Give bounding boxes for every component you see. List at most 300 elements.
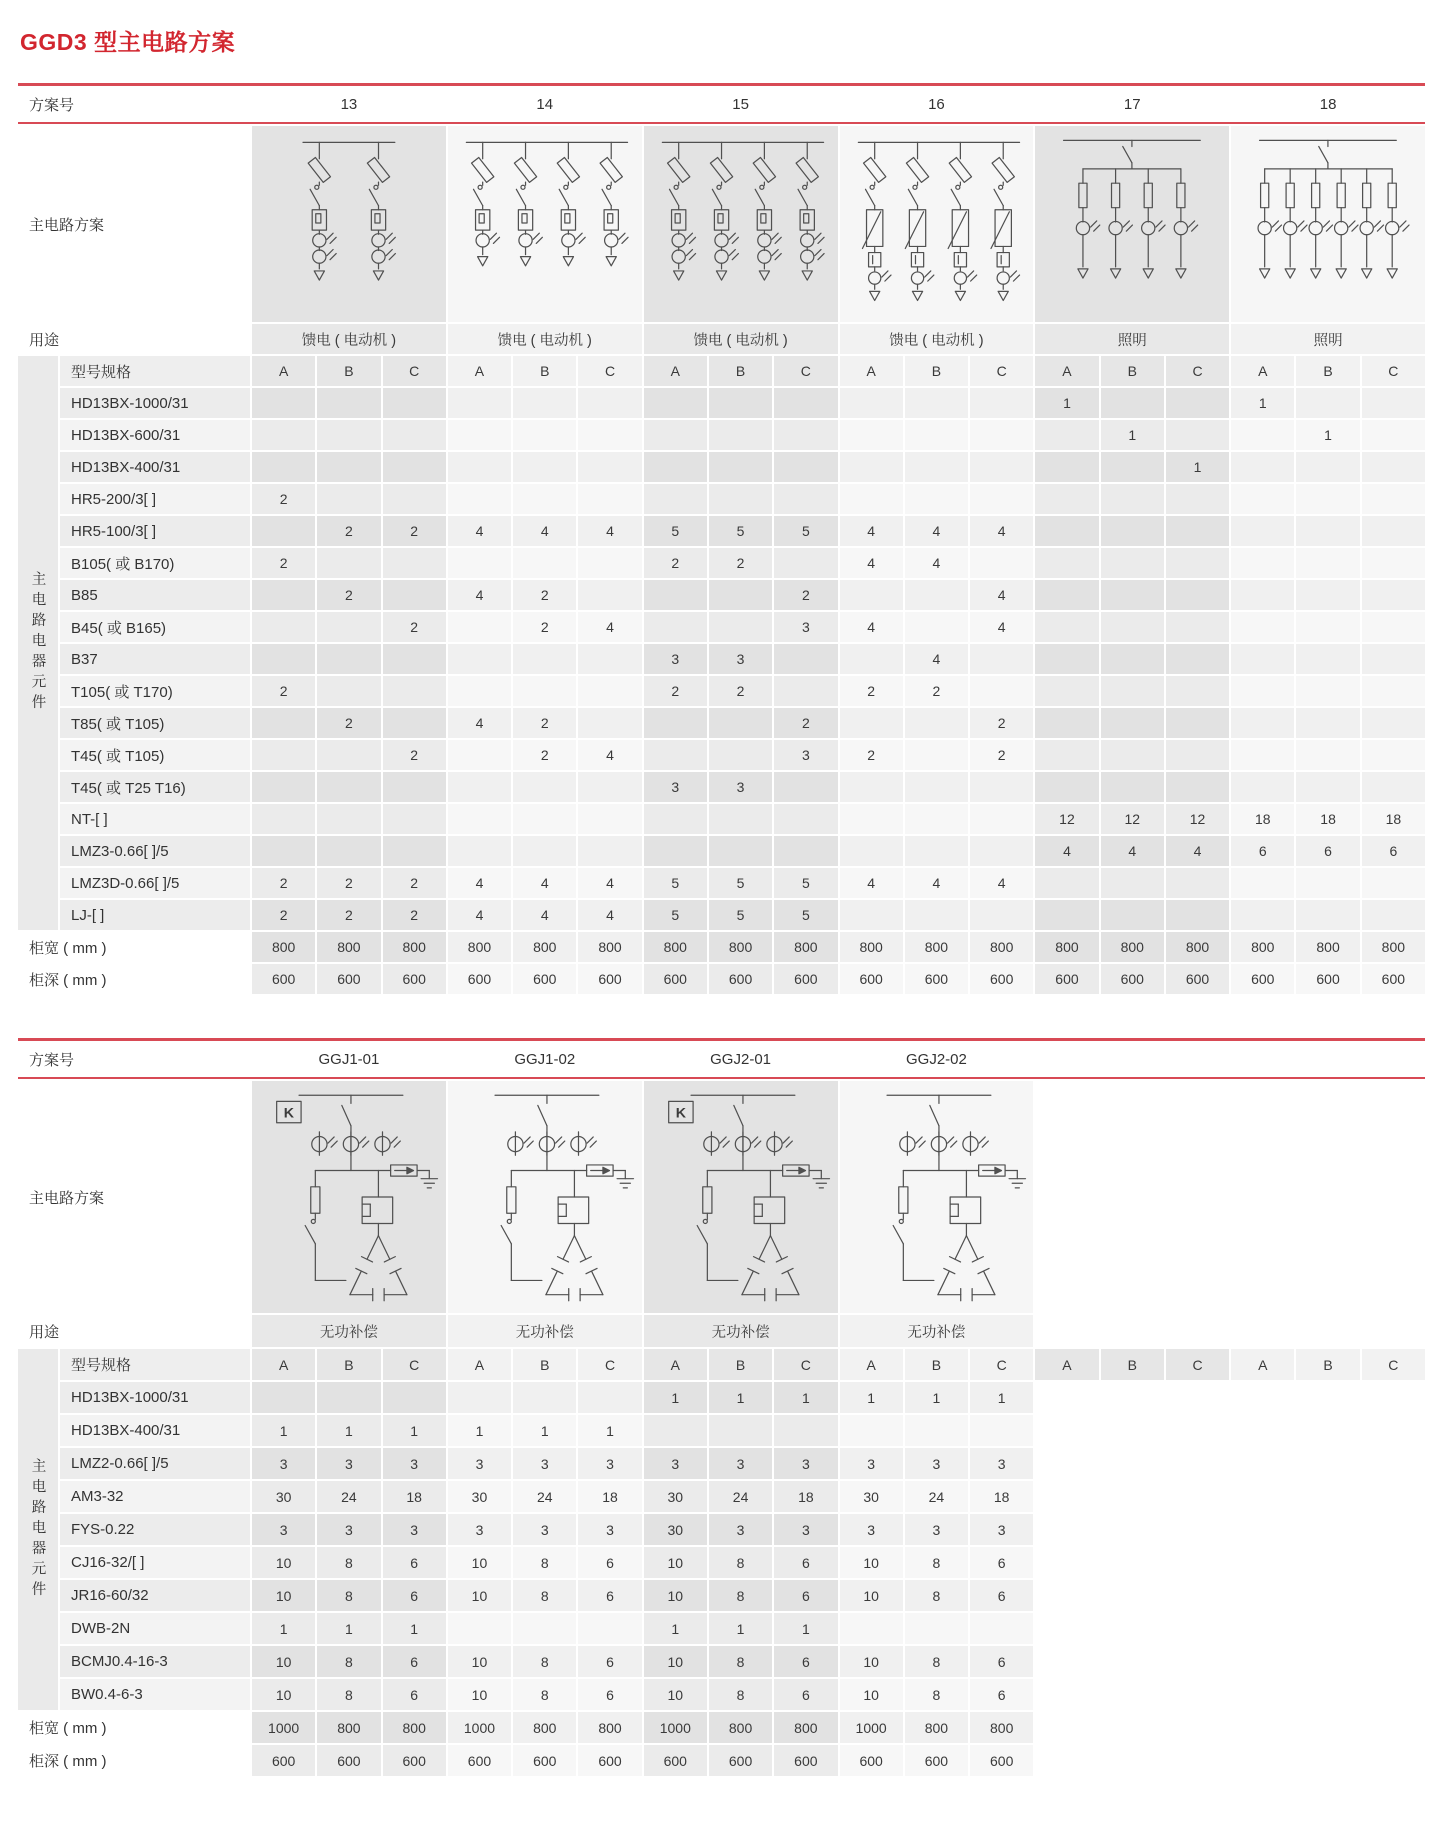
value-cell: 4 (448, 900, 511, 930)
value-cell: 4 (513, 868, 576, 898)
value-cell: 600 (1101, 964, 1164, 994)
value-cell (1035, 580, 1098, 610)
value-cell: 8 (905, 1679, 968, 1710)
value-cell: 10 (448, 1580, 511, 1611)
value-cell: 10 (252, 1646, 315, 1677)
value-cell: 3 (383, 1514, 446, 1545)
value-cell (513, 548, 576, 578)
value-cell (383, 388, 446, 418)
value-cell: 600 (970, 964, 1033, 994)
value-cell (448, 676, 511, 706)
value-cell (644, 388, 707, 418)
subcol-header: B (905, 356, 968, 386)
value-cell (644, 804, 707, 834)
value-cell: 600 (513, 964, 576, 994)
value-cell (1362, 516, 1425, 546)
value-cell: 5 (709, 868, 772, 898)
value-cell (1035, 548, 1098, 578)
value-cell: 600 (1231, 964, 1294, 994)
value-cell: 5 (644, 868, 707, 898)
subcol-header: B (513, 356, 576, 386)
value-cell: 800 (709, 1712, 772, 1743)
value-cell: 18 (578, 1481, 641, 1512)
value-cell: 600 (644, 964, 707, 994)
components-vertical-label: 主电路电器元件 (18, 1349, 58, 1710)
value-cell (1231, 772, 1294, 802)
value-cell (578, 708, 641, 738)
value-cell: 4 (840, 516, 903, 546)
value-cell: 3 (840, 1448, 903, 1479)
value-cell (383, 548, 446, 578)
value-cell: 3 (970, 1448, 1033, 1479)
value-cell (383, 452, 446, 482)
value-cell (644, 836, 707, 866)
value-cell: 10 (448, 1547, 511, 1578)
value-cell (578, 836, 641, 866)
value-cell (1362, 1712, 1425, 1743)
value-cell: 10 (840, 1679, 903, 1710)
value-cell: 5 (644, 516, 707, 546)
value-cell (644, 612, 707, 642)
value-cell (1166, 708, 1229, 738)
scheme-number: 14 (448, 86, 642, 122)
value-cell (1035, 452, 1098, 482)
value-cell: 600 (578, 1745, 641, 1776)
value-cell (1231, 1580, 1294, 1611)
value-cell: 600 (252, 1745, 315, 1776)
value-cell: 4 (513, 900, 576, 930)
value-cell (774, 836, 837, 866)
component-row-label: FYS-0.22 (60, 1514, 250, 1545)
value-cell (513, 836, 576, 866)
value-cell: 800 (644, 932, 707, 962)
value-cell: 600 (709, 964, 772, 994)
value-cell (1101, 388, 1164, 418)
value-cell: 3 (905, 1448, 968, 1479)
subcol-header: A (644, 356, 707, 386)
value-cell: 8 (317, 1547, 380, 1578)
subcol-header: C (1362, 1349, 1425, 1380)
value-cell (448, 420, 511, 450)
subcol-header: B (1101, 1349, 1164, 1380)
value-cell: 1 (448, 1415, 511, 1446)
value-cell: 18 (774, 1481, 837, 1512)
subcol-header: B (709, 356, 772, 386)
value-cell (1296, 1481, 1359, 1512)
value-cell (513, 1613, 576, 1644)
value-cell (1035, 612, 1098, 642)
value-cell (1035, 772, 1098, 802)
value-cell (1101, 1580, 1164, 1611)
value-cell (840, 772, 903, 802)
value-cell (1166, 772, 1229, 802)
value-cell: 2 (644, 676, 707, 706)
value-cell (1362, 1415, 1425, 1446)
scheme-number: 18 (1231, 86, 1425, 122)
subcol-header: C (774, 356, 837, 386)
subcol-header: B (513, 1349, 576, 1380)
value-cell: 2 (317, 868, 380, 898)
value-cell (905, 420, 968, 450)
value-cell (1101, 900, 1164, 930)
value-cell: 5 (774, 900, 837, 930)
value-cell (1231, 644, 1294, 674)
value-cell (644, 740, 707, 770)
subcol-header: C (1166, 1349, 1229, 1380)
value-cell: 10 (840, 1547, 903, 1578)
value-cell: 2 (252, 484, 315, 514)
value-cell: 600 (970, 1745, 1033, 1776)
value-cell: 800 (1166, 932, 1229, 962)
value-cell: 1 (317, 1415, 380, 1446)
value-cell (383, 484, 446, 514)
value-cell (905, 1613, 968, 1644)
value-cell (448, 740, 511, 770)
value-cell (1231, 548, 1294, 578)
value-cell: 6 (578, 1679, 641, 1710)
value-cell (1231, 452, 1294, 482)
value-cell: 6 (578, 1547, 641, 1578)
value-cell: 1 (970, 1382, 1033, 1413)
scheme-number: 15 (644, 86, 838, 122)
value-cell: 4 (578, 516, 641, 546)
value-cell (1362, 740, 1425, 770)
value-cell (905, 484, 968, 514)
value-cell (1101, 1712, 1164, 1743)
value-cell (1296, 452, 1359, 482)
value-cell (1362, 1613, 1425, 1644)
value-cell (448, 388, 511, 418)
value-cell: 8 (709, 1547, 772, 1578)
component-row-label: B45( 或 B165) (60, 612, 250, 642)
value-cell: 2 (383, 516, 446, 546)
value-cell (317, 644, 380, 674)
value-cell (1296, 644, 1359, 674)
value-cell (317, 452, 380, 482)
subcol-header: A (252, 356, 315, 386)
value-cell: 800 (513, 1712, 576, 1743)
subcol-header: B (1296, 356, 1359, 386)
value-cell (1101, 708, 1164, 738)
value-cell: 24 (317, 1481, 380, 1512)
value-cell (1362, 452, 1425, 482)
value-cell (383, 1382, 446, 1413)
value-cell (1166, 740, 1229, 770)
value-cell: 3 (970, 1514, 1033, 1545)
value-cell: 10 (644, 1580, 707, 1611)
value-cell: 6 (774, 1679, 837, 1710)
value-cell: 6 (970, 1580, 1033, 1611)
value-cell (383, 708, 446, 738)
value-cell: 10 (840, 1580, 903, 1611)
value-cell (840, 420, 903, 450)
value-cell: 600 (840, 964, 903, 994)
value-cell (383, 420, 446, 450)
diagram-empty-cell (1035, 1081, 1229, 1313)
value-cell: 3 (709, 1448, 772, 1479)
value-cell: 3 (774, 1448, 837, 1479)
value-cell: 3 (774, 740, 837, 770)
component-row-label: DWB-2N (60, 1613, 250, 1644)
value-cell (709, 836, 772, 866)
value-cell (1362, 868, 1425, 898)
value-cell: 12 (1035, 804, 1098, 834)
value-cell: 10 (252, 1580, 315, 1611)
value-cell (905, 580, 968, 610)
value-cell: 800 (578, 1712, 641, 1743)
value-cell (1362, 548, 1425, 578)
value-cell (709, 420, 772, 450)
value-cell (970, 420, 1033, 450)
value-cell (1231, 676, 1294, 706)
value-cell (1231, 484, 1294, 514)
value-cell (1362, 612, 1425, 642)
subcol-header: B (1296, 1349, 1359, 1380)
subcol-header: A (644, 1349, 707, 1380)
subcol-header: B (317, 356, 380, 386)
usage-label: 用途 (18, 324, 250, 354)
circuit-diagram-GGJ1-01 (252, 1081, 446, 1313)
value-cell: 6 (383, 1580, 446, 1611)
value-cell (1296, 516, 1359, 546)
value-cell (1166, 900, 1229, 930)
value-cell: 800 (252, 932, 315, 962)
circuit-diagram-17 (1035, 126, 1229, 322)
value-cell: 600 (1296, 964, 1359, 994)
value-cell: 8 (709, 1580, 772, 1611)
value-cell (578, 580, 641, 610)
value-cell (383, 644, 446, 674)
value-cell (774, 548, 837, 578)
value-cell: 4 (905, 548, 968, 578)
value-cell: 8 (709, 1679, 772, 1710)
value-cell (383, 836, 446, 866)
value-cell (578, 1613, 641, 1644)
value-cell (1166, 1514, 1229, 1545)
value-cell (1231, 516, 1294, 546)
value-cell: 1 (709, 1613, 772, 1644)
value-cell: 6 (383, 1547, 446, 1578)
component-row-label: AM3-32 (60, 1481, 250, 1512)
value-cell (1362, 708, 1425, 738)
value-cell: 5 (644, 900, 707, 930)
value-cell: 4 (840, 612, 903, 642)
value-cell (448, 1613, 511, 1644)
scheme-no-label: 方案号 (18, 1041, 250, 1077)
value-cell (1101, 772, 1164, 802)
value-cell (1362, 1448, 1425, 1479)
component-row-label: HD13BX-400/31 (60, 452, 250, 482)
circuit-diagram-GGJ2-01 (644, 1081, 838, 1313)
value-cell (1166, 1481, 1229, 1512)
value-cell: 800 (1296, 932, 1359, 962)
cabinet-width-row-label: 柜宽 ( mm ) (18, 932, 250, 962)
value-cell (1166, 1712, 1229, 1743)
value-cell (578, 676, 641, 706)
value-cell (1101, 1745, 1164, 1776)
value-cell: 3 (774, 1514, 837, 1545)
subcol-header: A (1035, 1349, 1098, 1380)
value-cell (1231, 868, 1294, 898)
value-cell (774, 388, 837, 418)
component-row-label: HD13BX-1000/31 (60, 1382, 250, 1413)
value-cell (709, 1415, 772, 1446)
value-cell (905, 452, 968, 482)
value-cell: 18 (1362, 804, 1425, 834)
value-cell (1166, 420, 1229, 450)
component-row-label: B85 (60, 580, 250, 610)
value-cell (1101, 1481, 1164, 1512)
value-cell: 24 (905, 1481, 968, 1512)
value-cell: 800 (317, 932, 380, 962)
component-row-label: LMZ2-0.66[ ]/5 (60, 1448, 250, 1479)
value-cell: 3 (317, 1514, 380, 1545)
subcol-header: C (774, 1349, 837, 1380)
component-row-label: LMZ3D-0.66[ ]/5 (60, 868, 250, 898)
component-row-label: JR16-60/32 (60, 1580, 250, 1611)
value-cell (709, 452, 772, 482)
subcol-header: A (448, 1349, 511, 1380)
usage-label: 用途 (18, 1315, 250, 1347)
value-cell (905, 836, 968, 866)
value-cell: 3 (252, 1448, 315, 1479)
value-cell: 2 (317, 900, 380, 930)
value-cell (840, 388, 903, 418)
circuit-diagram-16 (840, 126, 1034, 322)
value-cell (840, 644, 903, 674)
value-cell: 10 (644, 1646, 707, 1677)
value-cell (448, 772, 511, 802)
value-cell: 1000 (840, 1712, 903, 1743)
value-cell (905, 1415, 968, 1446)
value-cell (513, 420, 576, 450)
value-cell (840, 836, 903, 866)
value-cell: 6 (970, 1646, 1033, 1677)
page-title: GGD3 型主电路方案 (20, 29, 236, 55)
value-cell (317, 388, 380, 418)
component-row-label: HR5-200/3[ ] (60, 484, 250, 514)
value-cell (709, 740, 772, 770)
circuit-diagram-18 (1231, 126, 1425, 322)
component-row-label: T105( 或 T170) (60, 676, 250, 706)
value-cell: 8 (317, 1580, 380, 1611)
value-cell (1035, 900, 1098, 930)
value-cell (578, 484, 641, 514)
value-cell: 3 (317, 1448, 380, 1479)
value-cell (970, 644, 1033, 674)
value-cell: 3 (774, 612, 837, 642)
value-cell (1101, 516, 1164, 546)
value-cell (905, 804, 968, 834)
value-cell (252, 740, 315, 770)
value-cell (1166, 1745, 1229, 1776)
value-cell (644, 484, 707, 514)
value-cell (1035, 740, 1098, 770)
scheme-matrix (18, 126, 1425, 994)
spec-header-label: 型号规格 (60, 356, 250, 386)
component-row-label: B105( 或 B170) (60, 548, 250, 578)
value-cell: 18 (1296, 804, 1359, 834)
value-cell (1101, 1679, 1164, 1710)
value-cell: 4 (578, 740, 641, 770)
value-cell: 8 (317, 1679, 380, 1710)
subcol-header: A (1231, 1349, 1294, 1380)
value-cell (1035, 1382, 1098, 1413)
value-cell (1035, 1646, 1098, 1677)
value-cell: 8 (513, 1547, 576, 1578)
value-cell: 2 (252, 868, 315, 898)
value-cell: 800 (383, 932, 446, 962)
value-cell (1362, 1646, 1425, 1677)
value-cell: 12 (1101, 804, 1164, 834)
value-cell: 6 (578, 1580, 641, 1611)
value-cell (1101, 1382, 1164, 1413)
value-cell: 600 (1035, 964, 1098, 994)
value-cell (970, 548, 1033, 578)
value-cell (709, 804, 772, 834)
value-cell (1296, 1646, 1359, 1677)
value-cell: 6 (1296, 836, 1359, 866)
value-cell (1101, 868, 1164, 898)
value-cell: 24 (513, 1481, 576, 1512)
value-cell: 1000 (252, 1712, 315, 1743)
usage-cell: 照明 (1035, 324, 1229, 354)
value-cell (1166, 484, 1229, 514)
value-cell (970, 676, 1033, 706)
value-cell (709, 612, 772, 642)
value-cell: 10 (644, 1547, 707, 1578)
usage-cell: 无功补偿 (644, 1315, 838, 1347)
value-cell: 8 (905, 1580, 968, 1611)
value-cell (252, 580, 315, 610)
value-cell: 800 (448, 932, 511, 962)
value-cell (448, 804, 511, 834)
value-cell: 3 (644, 644, 707, 674)
subcol-header: A (840, 356, 903, 386)
value-cell (513, 1382, 576, 1413)
value-cell (1362, 420, 1425, 450)
value-cell (840, 804, 903, 834)
value-cell: 4 (448, 516, 511, 546)
value-cell (1362, 1547, 1425, 1578)
value-cell (1362, 1679, 1425, 1710)
value-cell: 800 (317, 1712, 380, 1743)
value-cell: 1 (578, 1415, 641, 1446)
value-cell (1101, 676, 1164, 706)
value-cell: 2 (970, 708, 1033, 738)
value-cell (383, 580, 446, 610)
value-cell (1296, 900, 1359, 930)
value-cell (513, 484, 576, 514)
value-cell: 600 (840, 1745, 903, 1776)
value-cell (578, 388, 641, 418)
value-cell: 1000 (644, 1712, 707, 1743)
value-cell: 1 (1296, 420, 1359, 450)
value-cell (317, 484, 380, 514)
value-cell (1231, 740, 1294, 770)
scheme-number: GGJ2-02 (840, 1041, 1034, 1077)
value-cell: 6 (970, 1679, 1033, 1710)
subcol-header: A (252, 1349, 315, 1380)
value-cell (709, 708, 772, 738)
value-cell (1166, 868, 1229, 898)
value-cell (970, 900, 1033, 930)
subcol-header: C (970, 1349, 1033, 1380)
value-cell: 4 (1101, 836, 1164, 866)
value-cell: 6 (970, 1547, 1033, 1578)
value-cell (1296, 548, 1359, 578)
value-cell: 800 (513, 932, 576, 962)
